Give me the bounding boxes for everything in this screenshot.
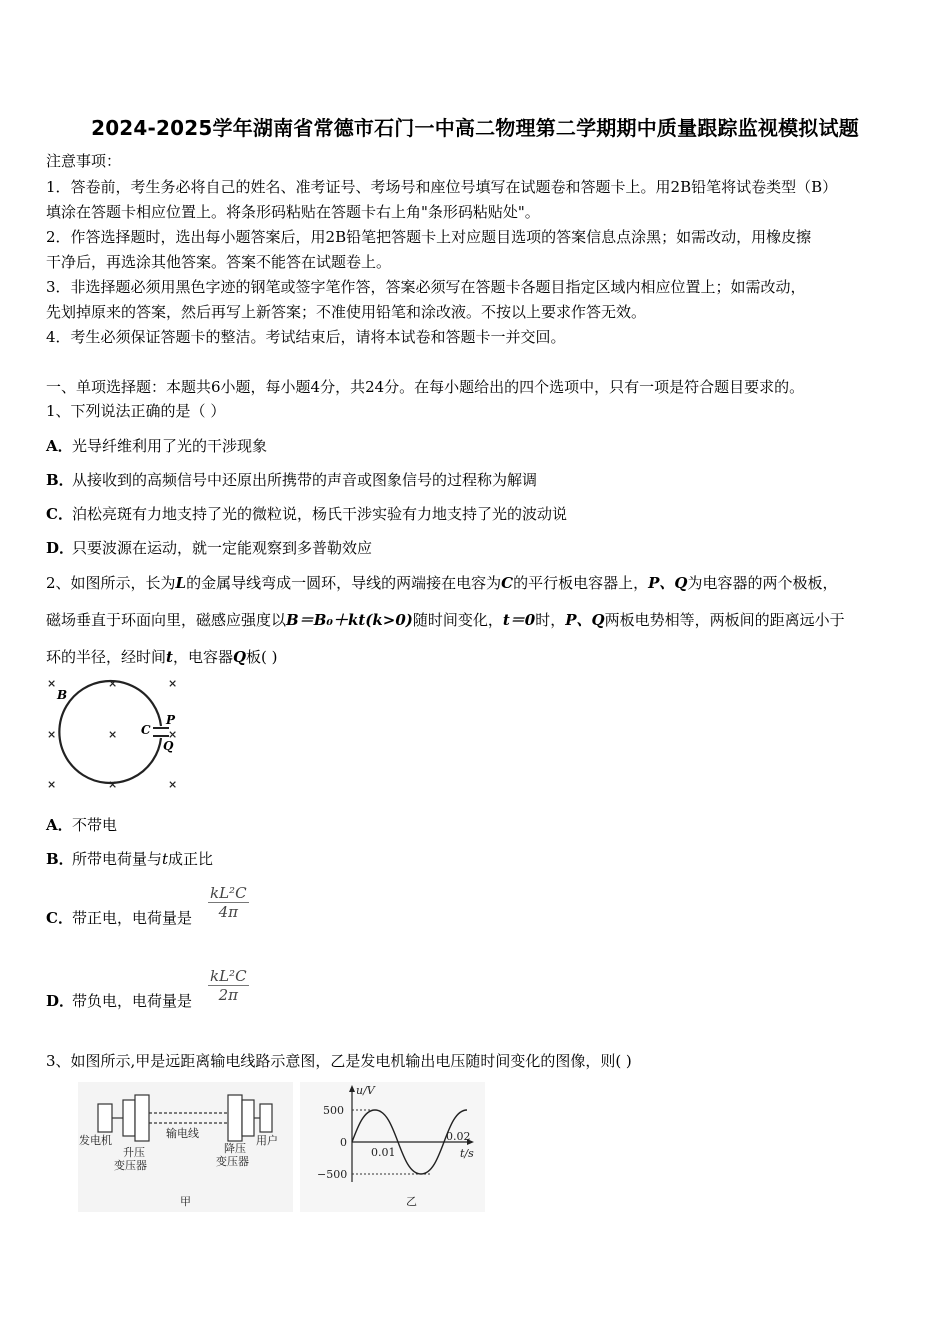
q2-text: 随时间变化， xyxy=(412,611,503,629)
q2-option-a xyxy=(46,815,117,835)
q3-stem: 3、如图所示,甲是远距离输电线路示意图，乙是发电机输出电压随时间变化的图像，则( ) xyxy=(46,1052,632,1070)
q1-option-c-text: 泊松亮斑有力地支持了光的微粒说，杨氏干涉实验有力地支持了光的波动说 xyxy=(72,505,568,523)
label-p: P xyxy=(166,713,176,727)
q2-text: 板( ) xyxy=(246,648,278,666)
q2-option-b-letter: B． xyxy=(46,850,74,868)
q1-option-a-text: 光导纤维利用了光的干涉现象 xyxy=(72,437,268,455)
q2-t-zero: t＝0 xyxy=(502,611,536,629)
label-step-down-1: 降压 xyxy=(224,1142,246,1155)
label-q: Q xyxy=(163,739,174,753)
q2-text: 环的半径，经时间 xyxy=(46,648,167,666)
q3-figure-yi xyxy=(300,1082,485,1212)
label-transmission-line: 输电线 xyxy=(166,1127,199,1140)
q2-text: 的金属导线弯成一圆环，导线的两端接在电容为 xyxy=(186,574,502,592)
q2-stem-line-2 xyxy=(46,610,845,630)
x-axis-label: t/s xyxy=(460,1147,474,1160)
q3-figure-jia xyxy=(78,1082,293,1212)
q2-stem-line-1 xyxy=(46,573,837,593)
q2-option-a-text: 不带电 xyxy=(72,816,118,834)
q1-stem: 1、下列说法正确的是（ ） xyxy=(46,402,226,420)
q2-option-c-text: 带正电，电荷量是 xyxy=(72,909,193,927)
notice-line-5: 3．非选择题必须用黑色字迹的钢笔或签字笔作答，答案必须写在答题卡各题目指定区域内相应位置上；如需改动， xyxy=(46,278,806,296)
q2-option-b xyxy=(46,849,213,869)
step-down-core-right xyxy=(242,1100,254,1136)
label-generator: 发电机 xyxy=(79,1134,112,1147)
q2-option-b-text: 所带电荷量与 xyxy=(72,850,163,868)
x-tick-0-02: 0.02 xyxy=(446,1130,471,1143)
step-down-core-left xyxy=(228,1095,242,1141)
fraction-numerator: kL²C xyxy=(210,884,247,902)
caption-yi: 乙 xyxy=(406,1195,417,1208)
q2-symbol-q: Q xyxy=(232,648,247,666)
step-up-core-left xyxy=(123,1100,135,1136)
label-user: 用户 xyxy=(256,1134,278,1147)
q1-option-d-letter: D． xyxy=(46,539,75,557)
q2-text: 两板电势相等，两板间的距离远小于 xyxy=(604,611,845,629)
q2-stem-line-3 xyxy=(46,647,278,667)
diagram-background xyxy=(78,1082,293,1212)
q2-symbol-pq: P、Q xyxy=(565,611,605,629)
notice-line-2: 填涂在答题卡相应位置上。将条形码粘贴在答题卡右上角"条形码粘贴处"。 xyxy=(46,203,540,221)
q1-option-b-letter: B． xyxy=(46,471,74,489)
q1-option-c xyxy=(46,504,567,524)
y-axis-label: u/V xyxy=(356,1084,375,1097)
q2-option-c-letter: C． xyxy=(46,909,73,927)
q2-symbol-l: L xyxy=(175,574,187,592)
q1-option-a-letter: A． xyxy=(46,437,73,455)
q2-option-d xyxy=(46,991,192,1011)
user-box xyxy=(260,1104,272,1132)
q1-option-d-text: 只要波源在运动，就一定能观察到多普勒效应 xyxy=(72,539,373,557)
q2-text: 时， xyxy=(535,611,566,629)
label-c: C xyxy=(141,723,151,737)
y-tick-500: 500 xyxy=(323,1104,344,1117)
q2-option-b-text: 成正比 xyxy=(168,850,214,868)
q2-option-d-letter: D． xyxy=(46,992,75,1010)
q1-option-d xyxy=(46,538,372,558)
q2-text: ，电容器 xyxy=(172,648,233,666)
q2-symbol-c: C xyxy=(501,574,514,592)
q2-option-b-symbol-t: t xyxy=(162,850,169,868)
notice-line-3: 2．作答选择题时，选出每小题答案后，用2B铅笔把答题卡上对应题目选项的答案信息点涂黑；如需改动，用橡皮擦 xyxy=(46,228,812,246)
q2-option-c-fraction xyxy=(208,884,249,921)
x-tick-0-01: 0.01 xyxy=(371,1146,396,1159)
notice-line-4: 干净后，再选涂其他答案。答案不能答在试题卷上。 xyxy=(46,253,392,271)
caption-jia: 甲 xyxy=(180,1195,191,1208)
q2-text: 2、如图所示，长为 xyxy=(46,574,176,592)
label-step-up-1: 升压 xyxy=(123,1146,145,1159)
q2-text: 的平行板电容器上， xyxy=(513,574,649,592)
label-step-down-2: 变压器 xyxy=(216,1155,249,1168)
label-b: B xyxy=(57,688,68,702)
field-cross: × xyxy=(108,677,118,690)
q2-option-c xyxy=(46,908,192,928)
q2-option-a-letter: A． xyxy=(46,816,73,834)
step-up-core-right xyxy=(135,1095,149,1141)
notice-heading: 注意事项： xyxy=(46,152,122,170)
field-cross: × xyxy=(108,778,118,791)
generator-box xyxy=(98,1104,112,1132)
q2-option-d-fraction xyxy=(208,967,249,1004)
notice-line-1: 1．答卷前，考生务必将自己的姓名、准考证号、考场号和座位号填写在试题卷和答题卡上。用2B铅笔将试卷类型（B） xyxy=(46,178,838,196)
q2-text: 磁场垂直于环面向里，磁感应强度以 xyxy=(46,611,287,629)
field-cross: × xyxy=(168,728,178,741)
q1-option-c-letter: C． xyxy=(46,505,73,523)
q1-option-b-text: 从接收到的高频信号中还原出所携带的声音或图象信号的过程称为解调 xyxy=(72,471,538,489)
q2-formula: B＝B₀＋kt(k>0) xyxy=(286,611,413,629)
page-title: 2024-2025学年湖南省常德市石门一中高二物理第二学期期中质量跟踪监视模拟试题 xyxy=(91,116,859,140)
q2-symbol-pq: P、Q xyxy=(648,574,688,592)
y-tick-minus-500: −500 xyxy=(317,1168,348,1181)
section-heading: 一、单项选择题：本题共6小题，每小题4分，共24分。在每小题给出的四个选项中，只有一项是符合题目要求的。 xyxy=(46,378,805,396)
field-cross: × xyxy=(47,677,57,690)
y-tick-0: 0 xyxy=(340,1136,347,1149)
q2-ring-figure xyxy=(40,672,200,797)
field-cross: × xyxy=(47,728,57,741)
fraction-numerator: kL²C xyxy=(210,967,247,985)
q1-option-a xyxy=(46,436,267,456)
notice-line-6: 先划掉原来的答案，然后再写上新答案；不准使用铅笔和涂改液。不按以上要求作答无效。 xyxy=(46,303,647,321)
q2-text: 为电容器的两个极板， xyxy=(687,574,838,592)
field-cross: × xyxy=(168,677,178,690)
q1-option-b xyxy=(46,470,537,490)
fraction-denominator: 2π xyxy=(218,986,238,1004)
q2-symbol-t: t xyxy=(166,648,173,666)
field-cross: × xyxy=(47,778,57,791)
field-cross: × xyxy=(168,778,178,791)
field-cross: × xyxy=(108,728,118,741)
q2-option-d-text: 带负电，电荷量是 xyxy=(72,992,193,1010)
fraction-denominator: 4π xyxy=(218,903,238,921)
notice-line-7: 4．考生必须保证答题卡的整洁。考试结束后，请将本试卷和答题卡一并交回。 xyxy=(46,328,566,346)
label-step-up-2: 变压器 xyxy=(114,1159,147,1172)
